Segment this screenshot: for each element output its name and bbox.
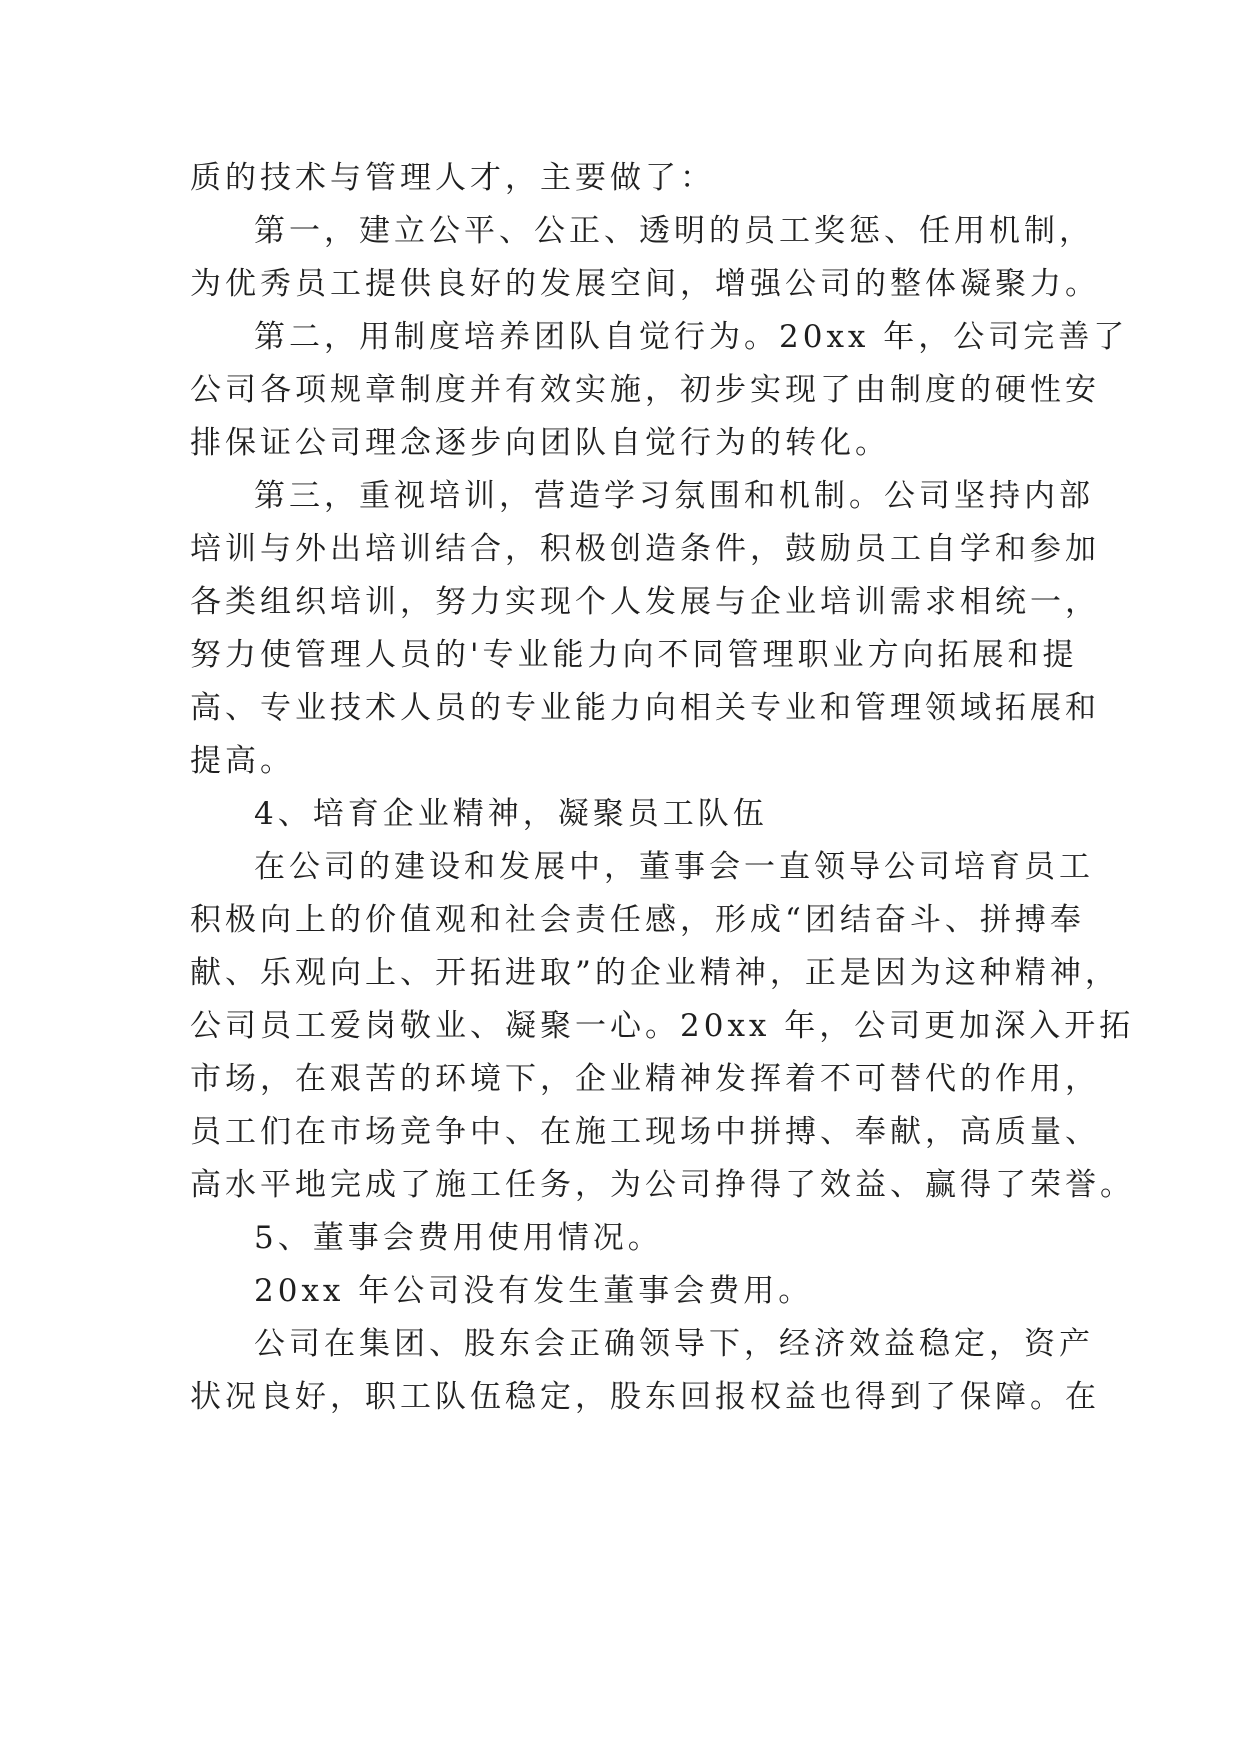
text-line: 献、乐观向上、开拓进取”的企业精神，正是因为这种精神， <box>190 955 1120 991</box>
paragraph-first-line: 在公司的建设和发展中，董事会一直领导公司培育员工 <box>254 849 1094 885</box>
text-line: 努力使管理人员的'专业能力向不同管理职业方向拓展和提 <box>190 637 1078 673</box>
text-line: 各类组织培训，努力实现个人发展与企业培训需求相统一， <box>190 584 1100 620</box>
text-line: 公司员工爱岗敬业、凝聚一心。20xx 年，公司更加深入开拓 <box>190 1008 1135 1044</box>
text-line: 市场，在艰苦的环境下，企业精神发挥着不可替代的作用， <box>190 1061 1100 1097</box>
paragraph-first-line: 20xx 年公司没有发生董事会费用。 <box>254 1273 814 1309</box>
paragraph-first-line: 公司在集团、股东会正确领导下，经济效益稳定，资产 <box>254 1326 1094 1362</box>
text-line: 公司各项规章制度并有效实施，初步实现了由制度的硬性安 <box>190 372 1100 408</box>
text-line: 质的技术与管理人才，主要做了： <box>190 160 715 196</box>
text-line: 积极向上的价值观和社会责任感，形成“团结奋斗、拼搏奉 <box>190 902 1085 938</box>
paragraph-first-line: 第三，重视培训，营造学习氛围和机制。公司坚持内部 <box>254 478 1094 514</box>
text-line: 为优秀员工提供良好的发展空间，增强公司的整体凝聚力。 <box>190 266 1100 302</box>
text-line: 高水平地完成了施工任务，为公司挣得了效益、赢得了荣誉。 <box>190 1167 1135 1203</box>
paragraph-first-line: 第一，建立公平、公正、透明的员工奖惩、任用机制， <box>254 213 1094 249</box>
text-line: 高、专业技术人员的专业能力向相关专业和管理领域拓展和 <box>190 690 1100 726</box>
text-line: 排保证公司理念逐步向团队自觉行为的转化。 <box>190 425 890 461</box>
text-line: 状况良好，职工队伍稳定，股东回报权益也得到了保障。在 <box>190 1379 1100 1415</box>
section-heading: 4、培育企业精神，凝聚员工队伍 <box>254 796 768 832</box>
text-line: 培训与外出培训结合，积极创造条件，鼓励员工自学和参加 <box>190 531 1100 567</box>
text-line: 员工们在市场竞争中、在施工现场中拼搏、奉献，高质量、 <box>190 1114 1100 1150</box>
section-heading: 5、董事会费用使用情况。 <box>254 1220 663 1256</box>
text-line: 提高。 <box>190 743 295 779</box>
paragraph-first-line: 第二，用制度培养团队自觉行为。20xx 年，公司完善了 <box>254 319 1129 355</box>
